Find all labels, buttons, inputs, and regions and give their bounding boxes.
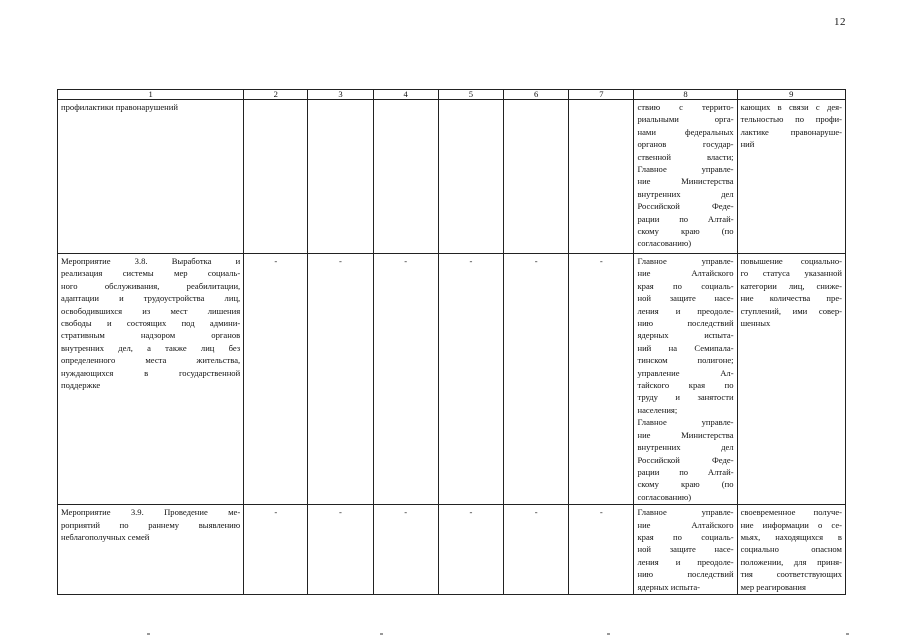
cell-text-line: роприятий по раннему выявлению <box>61 519 241 530</box>
cell-text-line: труду и занятости <box>637 392 734 403</box>
cell-text-line: стративным надзором органов <box>61 330 241 341</box>
cell-text-line: риальными орга- <box>637 114 734 125</box>
result-cell <box>737 100 845 254</box>
cell-text-line: ние Алтайского <box>637 519 734 530</box>
cell-text-line: Мероприятие 3.8. Выработка и <box>61 256 241 266</box>
cell-text-line: Главное управле- <box>637 417 734 428</box>
cell-text-line: внутренних дел <box>637 442 734 453</box>
cell-text-line: поддержке <box>61 380 101 391</box>
funding-cell: - <box>569 254 634 505</box>
header-cell: 7 <box>569 90 634 100</box>
cell-text-line: нуждающихся в государственной <box>61 367 241 378</box>
cell-text-line: тия соответствующих <box>740 569 842 580</box>
cell-text-line: Российской Феде- <box>637 201 734 212</box>
cell-text-line: ний на Семипала- <box>637 342 734 353</box>
scan-dot <box>147 633 150 635</box>
cell-text-line: ствию с террито- <box>637 102 734 112</box>
cell-text-line: своевременное получе- <box>740 507 842 518</box>
cell-text-line: ной защите насе- <box>637 293 734 304</box>
cell-text-line: нами федеральных <box>637 126 734 137</box>
cell-text-line: тельностью по профи- <box>740 114 842 125</box>
cell-text-line: ного обслуживания, реабилитации, <box>61 280 241 291</box>
cell-text-line: определенного места жительства, <box>61 355 241 366</box>
cell-text-line: Главное управле- <box>637 164 734 175</box>
scan-dot <box>380 633 383 635</box>
cell-text-line: мер реагирования <box>740 581 806 592</box>
cell-text-line: ядерных испыта- <box>637 581 701 592</box>
cell-text-line: шенных <box>740 318 771 329</box>
cell-text-line: рации по Алтай- <box>637 213 734 224</box>
cell-text-line: нию последствий <box>637 318 734 329</box>
header-cell: 3 <box>308 90 373 100</box>
cell-text-line: края по социаль- <box>637 531 734 542</box>
funding-cell <box>373 100 438 254</box>
funding-cell <box>308 100 373 254</box>
funding-cell: - <box>244 254 308 505</box>
table-row <box>58 254 846 505</box>
cell-text-line: тайского края по <box>637 380 734 391</box>
funding-cell: - <box>438 505 503 595</box>
scan-dot <box>846 633 849 635</box>
funding-cell: - <box>504 505 569 595</box>
cell-text-line: Главное управле- <box>637 256 734 266</box>
cell-text-line: населения; <box>637 404 678 415</box>
cell-text-line: ления и преодоле- <box>637 305 734 316</box>
cell-text-line: тинском полигоне; <box>637 355 734 366</box>
cell-text-line: мьях, находящихся в <box>740 531 842 542</box>
result-cell <box>737 254 845 505</box>
funding-cell: - <box>504 254 569 505</box>
cell-text-line: реализация системы мер социаль- <box>61 268 241 279</box>
measure-cell <box>58 100 244 254</box>
header-cell: 8 <box>634 90 737 100</box>
scan-edge-marks <box>0 630 905 640</box>
funding-cell <box>244 100 308 254</box>
cell-text-line: внутренних дел, а также лиц без <box>61 342 241 353</box>
cell-text-line: Мероприятие 3.9. Проведение ме- <box>61 507 241 518</box>
cell-text-line: освободившихся из мест лишения <box>61 305 241 316</box>
cell-text-line: согласованию) <box>637 491 692 502</box>
header-cell: 2 <box>244 90 308 100</box>
header-cell: 4 <box>373 90 438 100</box>
cell-text-line: профилактики правонарушений <box>61 102 178 112</box>
cell-text-line: управление Ал- <box>637 367 734 378</box>
funding-cell: - <box>308 254 373 505</box>
cell-text-line: ступлений, ими совер- <box>740 305 842 316</box>
cell-text-line: ние количества пре- <box>740 293 842 304</box>
cell-text-line: лактике правонаруше- <box>740 126 842 137</box>
cell-text-line: неблагополучных семей <box>61 531 150 542</box>
cell-text-line: ние Министерства <box>637 429 734 440</box>
funding-cell: - <box>569 505 634 595</box>
scan-dot <box>607 633 610 635</box>
cell-text-line: края по социаль- <box>637 280 734 291</box>
funding-cell <box>569 100 634 254</box>
cell-text-line: ние Министерства <box>637 176 734 187</box>
table-row <box>58 100 846 254</box>
cell-text-line: нию последствий <box>637 569 734 580</box>
cell-text-line: согласованию) <box>637 238 692 249</box>
cell-text-line: свободы и состоящих под админи- <box>61 318 241 329</box>
cell-text-line: ние информации о се- <box>740 519 842 530</box>
cell-text-line: органов государ- <box>637 139 734 150</box>
result-cell <box>737 505 845 595</box>
funding-cell: - <box>438 254 503 505</box>
cell-text-line: ний <box>740 139 755 150</box>
cell-text-line: внутренних дел <box>637 188 734 199</box>
cell-text-line: Главное управле- <box>637 507 734 518</box>
executor-cell <box>634 254 737 505</box>
funding-cell: - <box>373 254 438 505</box>
header-cell: 9 <box>737 90 845 100</box>
cell-text-line: рации по Алтай- <box>637 466 734 477</box>
cell-text-line: социально опасном <box>740 544 842 555</box>
cell-text-line: Российской Феде- <box>637 454 734 465</box>
cell-text-line: категории лиц, сниже- <box>740 280 842 291</box>
cell-text-line: го статуса указанной <box>740 268 842 279</box>
executor-cell <box>634 100 737 254</box>
cell-text-line: скому краю (по <box>637 226 734 237</box>
header-cell: 5 <box>438 90 503 100</box>
funding-cell: - <box>308 505 373 595</box>
header-row <box>58 90 846 100</box>
cell-text-line: ние Алтайского <box>637 268 734 279</box>
cell-text-line: ственной власти; <box>637 151 734 162</box>
funding-cell: - <box>373 505 438 595</box>
measures-table <box>57 89 846 595</box>
cell-text-line: положении, для приня- <box>740 556 842 567</box>
cell-text-line: ления и преодоле- <box>637 556 734 567</box>
executor-cell <box>634 505 737 595</box>
header-cell: 1 <box>58 90 244 100</box>
page-number: 12 <box>834 16 846 28</box>
cell-text-line: скому краю (по <box>637 479 734 490</box>
funding-cell <box>438 100 503 254</box>
measure-cell <box>58 505 244 595</box>
measure-cell <box>58 254 244 505</box>
cell-text-line: ядерных испыта- <box>637 330 734 341</box>
header-cell: 6 <box>504 90 569 100</box>
cell-text-line: ной защите насе- <box>637 544 734 555</box>
funding-cell <box>504 100 569 254</box>
cell-text-line: адаптации и трудоустройства лиц, <box>61 293 241 304</box>
table-row <box>58 505 846 595</box>
cell-text-line: кающих в связи с дея- <box>740 102 842 112</box>
cell-text-line: повышение социально- <box>740 256 842 266</box>
funding-cell: - <box>244 505 308 595</box>
